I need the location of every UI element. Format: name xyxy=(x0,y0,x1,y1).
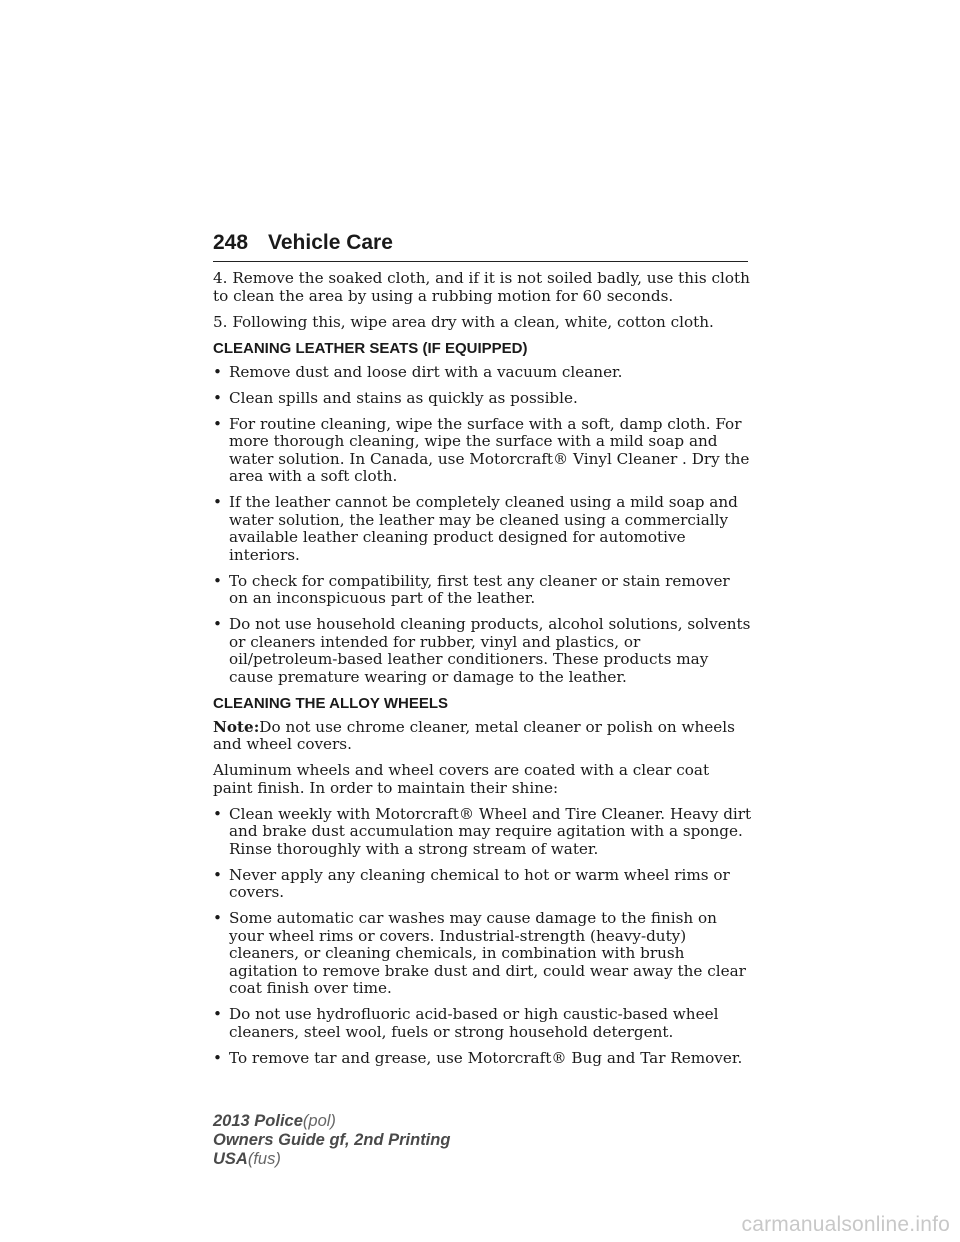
list-item: • For routine cleaning, wipe the surface with a soft, damp cloth. For more thorough cleaning, wipe the surface with a mild soap and water solution. In Canada, use Motorcraft® Vinyl Cleaner . Dry the area with a soft cloth. xyxy=(213,414,750,485)
step-4-paragraph: 4. Remove the soaked cloth, and if it is not soiled badly, use this cloth to clean the area by using a rubbing motion for 60 seconds. xyxy=(213,269,750,305)
note-label: Note: xyxy=(213,717,260,736)
print-footer xyxy=(213,1112,450,1169)
list-item: • Clean weekly with Motorcraft® Wheel and Tire Cleaner. Heavy dirt and brake dust accumulation may require agitation with a sponge. Rinse thoroughly with a strong stream of water. xyxy=(213,804,752,858)
section-title: Vehicle Care xyxy=(268,231,393,254)
page-header xyxy=(213,231,748,262)
alloy-wheels-heading: CLEANING THE ALLOY WHEELS xyxy=(213,694,449,712)
list-item: • Remove dust and loose dirt with a vacuum cleaner. xyxy=(213,362,623,381)
note-paragraph xyxy=(213,719,753,754)
note-text: Do not use chrome cleaner, metal cleaner or polish on wheels and wheel covers. xyxy=(213,717,735,753)
bullet-icon: • xyxy=(213,804,222,823)
bullet-icon: • xyxy=(213,1048,222,1067)
footer-line-2: Owners Guide gf, 2nd Printing xyxy=(213,1131,451,1149)
page-content xyxy=(213,270,753,1076)
list-item: • Clean spills and stains as quickly as possible. xyxy=(213,388,578,407)
bullet-icon: • xyxy=(213,493,222,511)
page-number: 248 xyxy=(213,231,249,254)
list-item: • To check for compatibility, first test any cleaner or stain remover on an inconspicuous part of the leather. xyxy=(213,571,730,607)
step-5-paragraph: 5. Following this, wipe area dry with a clean, white, cotton cloth. xyxy=(213,312,714,331)
bullet-icon: • xyxy=(213,615,222,633)
list-item: • If the leather cannot be completely cleaned using a mild soap and water solution, the leather may be cleaned using a commercially available leather cleaning product designed for automotive interiors. xyxy=(213,493,738,564)
leather-bullet-list xyxy=(213,364,753,687)
bullet-icon: • xyxy=(213,414,222,433)
bullet-icon: • xyxy=(213,571,222,590)
list-item: • To remove tar and grease, use Motorcraft® Bug and Tar Remover. xyxy=(213,1048,743,1067)
list-item: • Never apply any cleaning chemical to hot or warm wheel rims or covers. xyxy=(213,865,730,901)
bullet-icon: • xyxy=(213,388,222,407)
site-watermark: carmanualsonline.info xyxy=(741,1213,950,1236)
list-item: • Some automatic car washes may cause damage to the finish on your wheel rims or covers. Industrial-strength (heavy-duty) cleaners, or cleaning chemicals, in combination with brush agitation to remove brake dust and dirt, could wear away the clear coat finish over time. xyxy=(213,909,746,997)
bullet-icon: • xyxy=(213,362,222,381)
footer-line-3: USA(fus) xyxy=(213,1150,281,1168)
bullet-icon: • xyxy=(213,865,222,884)
leather-seats-heading: CLEANING LEATHER SEATS (IF EQUIPPED) xyxy=(213,339,528,357)
wheels-intro-paragraph: Aluminum wheels and wheel covers are coated with a clear coat paint finish. In order to maintain their shine: xyxy=(213,761,710,797)
list-item: • Do not use household cleaning products, alcohol solutions, solvents or cleaners intended for rubber, vinyl and plastics, or oil/petroleum-based leather conditioners. These products may cause premature wearing or damage to the leather. xyxy=(213,615,751,686)
list-item: • Do not use hydrofluoric acid-based or high caustic-based wheel cleaners, steel wool, fuels or strong household detergent. xyxy=(213,1005,719,1041)
bullet-icon: • xyxy=(213,1005,222,1023)
wheels-bullet-list xyxy=(213,806,753,1068)
bullet-icon: • xyxy=(213,909,222,927)
footer-line-1: 2013 Police(pol) xyxy=(213,1112,336,1130)
